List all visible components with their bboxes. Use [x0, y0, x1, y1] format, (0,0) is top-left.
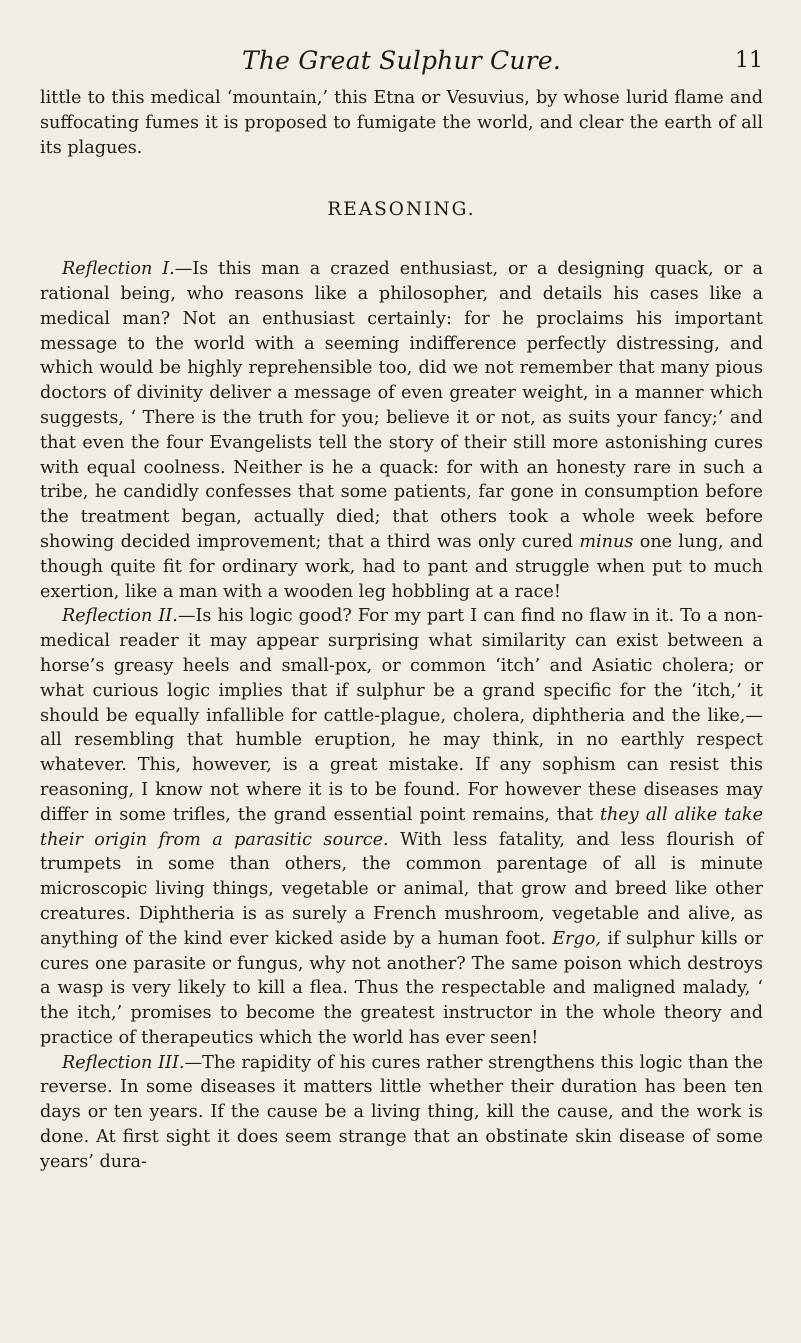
reflection-2-label: Reflection II. — [62, 606, 178, 627]
running-title: The Great Sulphur Cure. — [242, 46, 561, 75]
section-heading: REASONING. — [327, 199, 476, 221]
reflection-1-paragraph — [40, 257, 763, 604]
running-head — [40, 46, 763, 86]
reflection-1-minus: minus — [579, 531, 634, 552]
reflection-1-label: Reflection I. — [62, 259, 175, 280]
body-text — [40, 86, 763, 1175]
reflection-2-ergo: Ergo, — [552, 928, 601, 949]
reflection-1-text: —Is this man a crazed enthusiast, or a designing quack, or a rational being, who reasons like a philosopher, and details his cases like a medical man? Not an enthusiast certainly: for he proclaims his important message to the world with a seeming indifference perfectly distressing, and which would be highly reprehensible too, did we not remember that many pious doctors of divinity deliver a message of even greater weight, in a manner which suggests, ‘ There is the truth for you; believe it or not, as suits your fancy;’ and that even the four Evangelists tell the story of their still more astonishing cures with equal coolness. Neither is he a quack: for with an honesty rare in such a tribe, he candidly confesses that some patients, far gone in consumption before the treatment began, actually died; that others took a whole week before showing decided improvement; that a third was only cured — [40, 259, 763, 552]
page-number: 11 — [735, 48, 763, 73]
reflection-2-text-mid: With less fatality, and less flourish of trumpets in some than others, the common parentage of all is minute microscopic living things, vegetable or animal, that grow and breed like other creatures. Diphtheria is as surely a French mushroom, vegetable and alive, as anything of the kind ever kicked aside by a human foot. — [40, 829, 763, 949]
intro-paragraph: little to this medical ‘mountain,’ this Etna or Vesuvius, by whose lurid flame and suffocating fumes it is proposed to fumigate the world, and clear the earth of all its plagues. — [40, 88, 763, 158]
reflection-1-text-end: one lung, and though quite fit for ordinary work, had to pant and struggle when put to much exertion, like a man with a wooden leg hobbling at a race! — [40, 531, 764, 602]
reflection-2-text: —Is his logic good? For my part I can find no flaw in it. To a non-medical reader it may appear surprising what similarity can exist between a horse’s greasy heels and small-pox, or common ‘itch’ and Asiatic cholera; or what curious logic implies that if sulphur be a grand specific for the ‘itch,’ it should be equally infallible for cattle-plague, cholera, diphtheria and the like,—all resembling that humble eruption, he may think, in no earthly respect whatever. This, however, is a great mistake. If any sophism can resist this reasoning, I know not where it is to be found. For however these diseases may differ in some trifles, the grand essential point remains, that — [40, 606, 763, 825]
reflection-3-paragraph — [40, 1051, 763, 1175]
reflection-3-label: Reflection III. — [62, 1052, 185, 1073]
reflection-3-text: —The rapidity of his cures rather strengthens this logic than the reverse. In some diseases it matters little whether their duration has been ten days or ten years. If the cause be a living thing, kill the cause, and the work is done. At first sight it does seem strange that an obstinate skin disease of some years’ dura- — [40, 1052, 763, 1172]
reflection-2-emphasis: they all alike take their origin from a parasitic source. — [40, 804, 763, 850]
reflection-2-paragraph — [40, 604, 763, 1050]
reflection-2-text-end: if sulphur kills or cures one parasite or fungus, why not another? The same poison which destroys a wasp is very likely to kill a flea. Thus the respectable and maligned malady, ‘ the itch,’ promises to become the greatest instructor in the whole theory and practice of therapeutics which the world has ever seen! — [40, 928, 764, 1048]
